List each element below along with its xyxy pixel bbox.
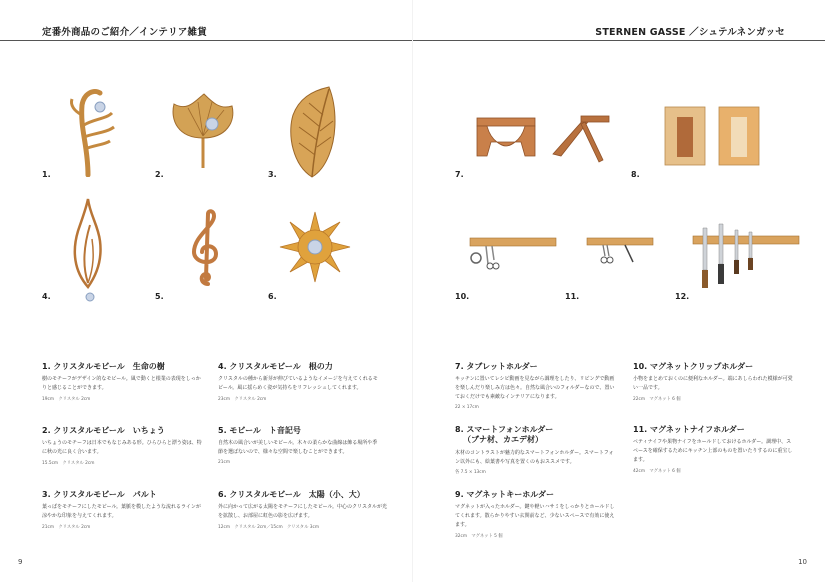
image-label-7: 7. — [455, 170, 464, 179]
photo-magnetic-clip-holder — [585, 232, 655, 272]
image-label-4: 4. — [42, 292, 51, 301]
image-label-11: 11. — [565, 292, 580, 301]
item-2-title: 2. クリスタルモビール いちょう — [42, 426, 165, 435]
image-label-10: 10. — [455, 292, 470, 301]
right-header-title: STERNEN GASSE ／シュテルネンガッセ — [595, 27, 785, 38]
image-label-1: 1. — [42, 170, 51, 179]
item-11-title: 11. マグネットナイフホルダー — [633, 425, 745, 434]
item-9-spec: 32cm マグネット 5 個 — [455, 533, 503, 539]
item-4-spec: 23cm クリスタル 2cm — [218, 396, 267, 402]
item-5-text: 自然木の風合いが美しいモビール。木々の柔らかな曲線は飾る場所や季節を選ばないので、様々な空間で楽しむことができます。 — [218, 440, 378, 456]
item-9-text: マグネットが入ったホルダー。鍵や軽いハサミをしっかりとホールドしてくれます。散らかりやすい玄関前など、少ないスペースで有効に使えます。 — [455, 504, 615, 528]
item-7 — [455, 362, 615, 410]
item-2-text: いちょうのモチーフは日本でもなじみある形。ひらひらと漂う姿は、特に秋の光に良く合います。 — [42, 440, 202, 456]
item-10-title: 10. マグネットクリップホルダー — [633, 362, 754, 371]
item-8-title: 8. スマートフォンホルダー — [455, 425, 554, 434]
image-label-3: 3. — [268, 170, 277, 179]
photo-magnetic-key-holder — [468, 230, 558, 275]
photo-ginkgo-mobile — [168, 90, 238, 170]
item-10 — [633, 362, 793, 402]
item-4-text: クリスタルの種から新芽が伸びているようなイメージを与えてくれるモビール。風に揺らめく姿が気持ちをリフレッシュしてくれます。 — [218, 376, 378, 392]
item-6-text: 外に向かって広がる太陽をモチーフにしたモビール。中心のクリスタルが光を拡散し、お部屋に虹色の影を広げます。 — [218, 504, 387, 520]
item-3 — [42, 490, 202, 530]
item-1 — [42, 362, 202, 402]
item-11 — [633, 425, 793, 474]
item-5-title: 5. モビール ト音記号 — [218, 426, 301, 435]
item-1-text: 樹のモチーフがデザイン的なモビール。風で動くと根業の表現をしっかりと感じることができます。 — [42, 376, 201, 392]
item-3-title: 3. クリスタルモビール パルト — [42, 490, 157, 499]
item-3-text: 葉っぱをモチーフにしたモビール。葉脈を模したような流れるラインが涼やかな印象を与えてくれます。 — [42, 504, 201, 520]
item-11-spec: 42cm マグネット 6 個 — [633, 468, 681, 474]
item-11-text: ペティナイフや果物ナイフをホールドしておけるホルダー。調理中、スペースを確保するためにキッチン上部のものを置いたりするのに重宝します。 — [633, 439, 793, 463]
item-8 — [455, 425, 615, 475]
photo-tablet-holder — [473, 112, 613, 167]
photo-sun-mobile — [278, 210, 352, 284]
photo-magnetic-knife-holder — [691, 222, 801, 292]
right-header-rule — [413, 40, 825, 41]
item-5-spec: 21cm — [218, 459, 231, 465]
right-page — [413, 0, 825, 582]
item-4 — [218, 362, 378, 402]
item-4-title: 4. クリスタルモビール 根の力 — [218, 362, 333, 371]
item-6-spec: 12cm クリスタル 2cm／15cm クリスタル 3cm — [218, 524, 320, 530]
item-7-spec: 22 × 17cm — [455, 404, 479, 410]
item-6 — [218, 490, 388, 530]
item-3-spec: 21cm クリスタル 2cm — [42, 524, 91, 530]
item-10-spec: 22cm マグネット 6 個 — [633, 396, 681, 402]
photo-root-power-mobile — [68, 195, 108, 305]
image-label-2: 2. — [155, 170, 164, 179]
item-9 — [455, 490, 615, 539]
left-page — [0, 0, 412, 582]
photo-leaf-mobile — [285, 85, 340, 180]
left-header-rule — [0, 40, 412, 41]
item-2-spec: 15.5cm クリスタル 2cm — [42, 460, 95, 466]
left-page-number: 9 — [18, 558, 23, 566]
photo-smartphone-holders — [663, 105, 763, 167]
photo-treble-clef-mobile — [190, 208, 222, 288]
image-label-5: 5. — [155, 292, 164, 301]
item-9-title: 9. マグネットキーホルダー — [455, 490, 554, 499]
image-label-6: 6. — [268, 292, 277, 301]
item-7-title: 7. タブレットホルダー — [455, 362, 538, 371]
right-page-number: 10 — [798, 558, 807, 566]
item-8-text: 木材のコントラストが魅力的なスマートフォンホルダー。スマートフォン以外にも、絵葉書や写真を置くのもおススメです。 — [455, 449, 614, 465]
image-label-8: 8. — [631, 170, 640, 179]
image-label-12: 12. — [675, 292, 690, 301]
photo-tree-of-life-mobile — [60, 85, 120, 177]
item-8-subtitle: （ブナ材、カエデ材） — [463, 435, 543, 445]
item-10-text: 小物をまとめておくのに便利なホルダー。端にあしらわれた模様が可愛い一品です。 — [633, 376, 793, 392]
item-1-title: 1. クリスタルモビール 生命の樹 — [42, 362, 165, 371]
item-7-text: キッチンに置いてレシピ動画を見ながら調理をしたり、リビングで動画を楽しんだり楽しみ方は色々。自然な風合いのフォルダーなので、置いておくだけでも素敵なインテリアになります。 — [455, 376, 615, 400]
left-header-title: 定番外商品のご紹介／インテリア雑貨 — [42, 27, 207, 38]
item-8-spec: 各 7.5 × 13cm — [455, 470, 486, 476]
item-2 — [42, 426, 202, 466]
item-6-title: 6. クリスタルモビール 太陽（小、大） — [218, 490, 365, 499]
item-5 — [218, 426, 378, 465]
item-1-spec: 19cm クリスタル 2cm — [42, 396, 91, 402]
